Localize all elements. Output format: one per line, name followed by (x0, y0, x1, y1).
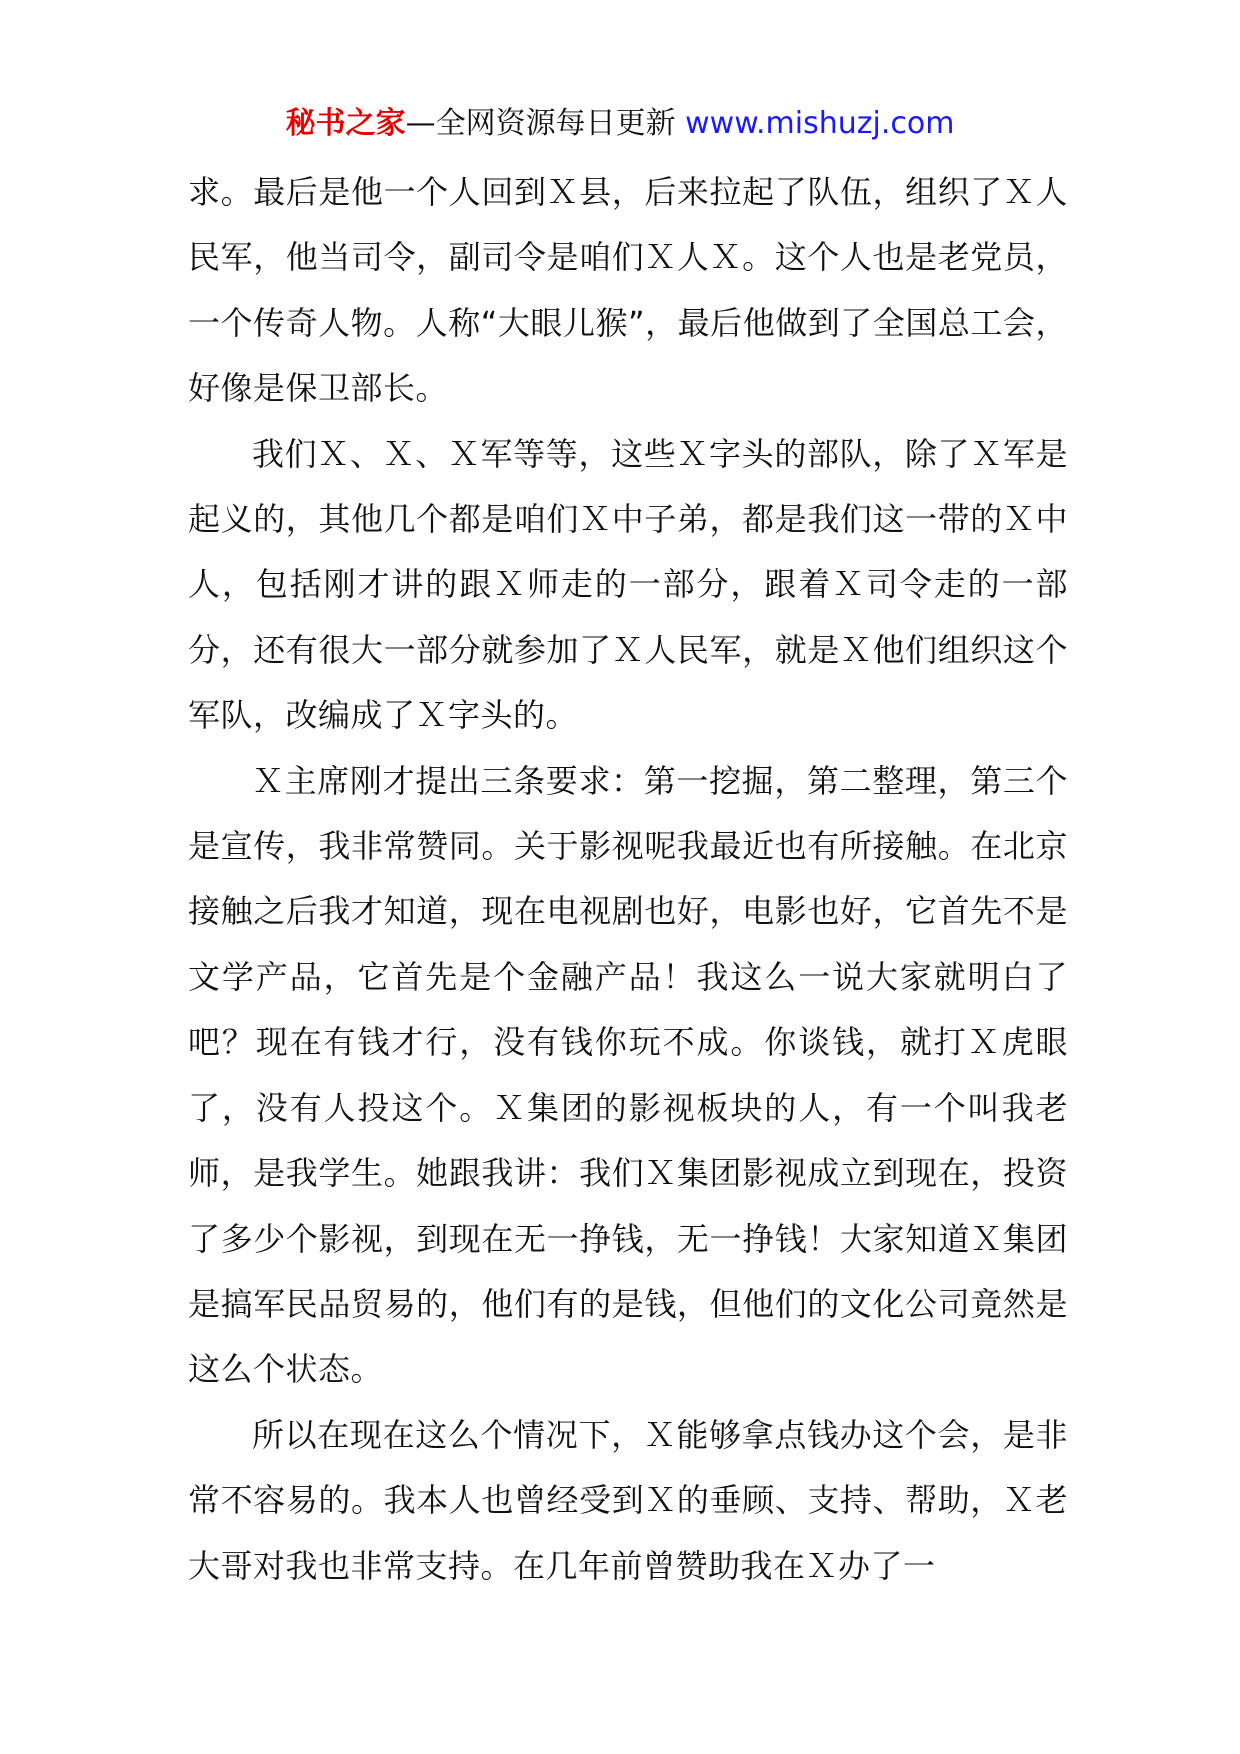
paragraph: 我们Ｘ、Ｘ、Ｘ军等等，这些Ｘ字头的部队，除了Ｘ军是起义的，其他几个都是咱们Ｘ中子弟，都是我们这一带的Ｘ中人，包括刚才讲的跟Ｘ师走的一部分，跟着Ｘ司令走的一部分，还有很大一部分就参加了Ｘ人民军，就是Ｘ他们组织这个军队，改编成了Ｘ字头的。 (188, 434, 1068, 735)
paragraph: 所以在现在这么个情况下，Ｘ能够拿点钱办这个会，是非常不容易的。我本人也曾经受到Ｘ的垂顾、支持、帮助，Ｘ老大哥对我也非常支持。在几年前曾赞助我在Ｘ办了一 (188, 1415, 1068, 1585)
page-header (0, 104, 1240, 144)
header-url-link[interactable]: www.mishuzj.com (685, 106, 955, 141)
document-body (188, 160, 1068, 1599)
paragraph: Ｘ主席刚才提出三条要求：第一挖掘，第二整理，第三个是宣传，我非常赞同。关于影视呢我最近也有所接触。在北京接触之后我才知道，现在电视剧也好，电影也好，它首先不是文学产品，它首先是个金融产品！我这么一说大家就明白了吧？现在有钱才行，没有钱你玩不成。你谈钱，就打Ｘ虎眼了，没有人投这个。Ｘ集团的影视板块的人，有一个叫我老师，是我学生。她跟我讲：我们Ｘ集团影视成立到现在，投资了多少个影视，到现在无一挣钱，无一挣钱！大家知道Ｘ集团是搞军民品贸易的，他们有的是钱，但他们的文化公司竟然是这么个状态。 (188, 761, 1068, 1389)
header-tagline: —全网资源每日更新 (405, 106, 676, 141)
paragraph-continuation: 求。最后是他一个人回到Ｘ县，后来拉起了队伍，组织了Ｘ人民军，他当司令，副司令是咱们Ｘ人Ｘ。这个人也是老党员，一个传奇人物。人称“大眼儿猴”，最后他做到了全国总工会，好像是保卫部长。 (188, 173, 1068, 408)
header-brand: 秘书之家 (285, 106, 406, 141)
